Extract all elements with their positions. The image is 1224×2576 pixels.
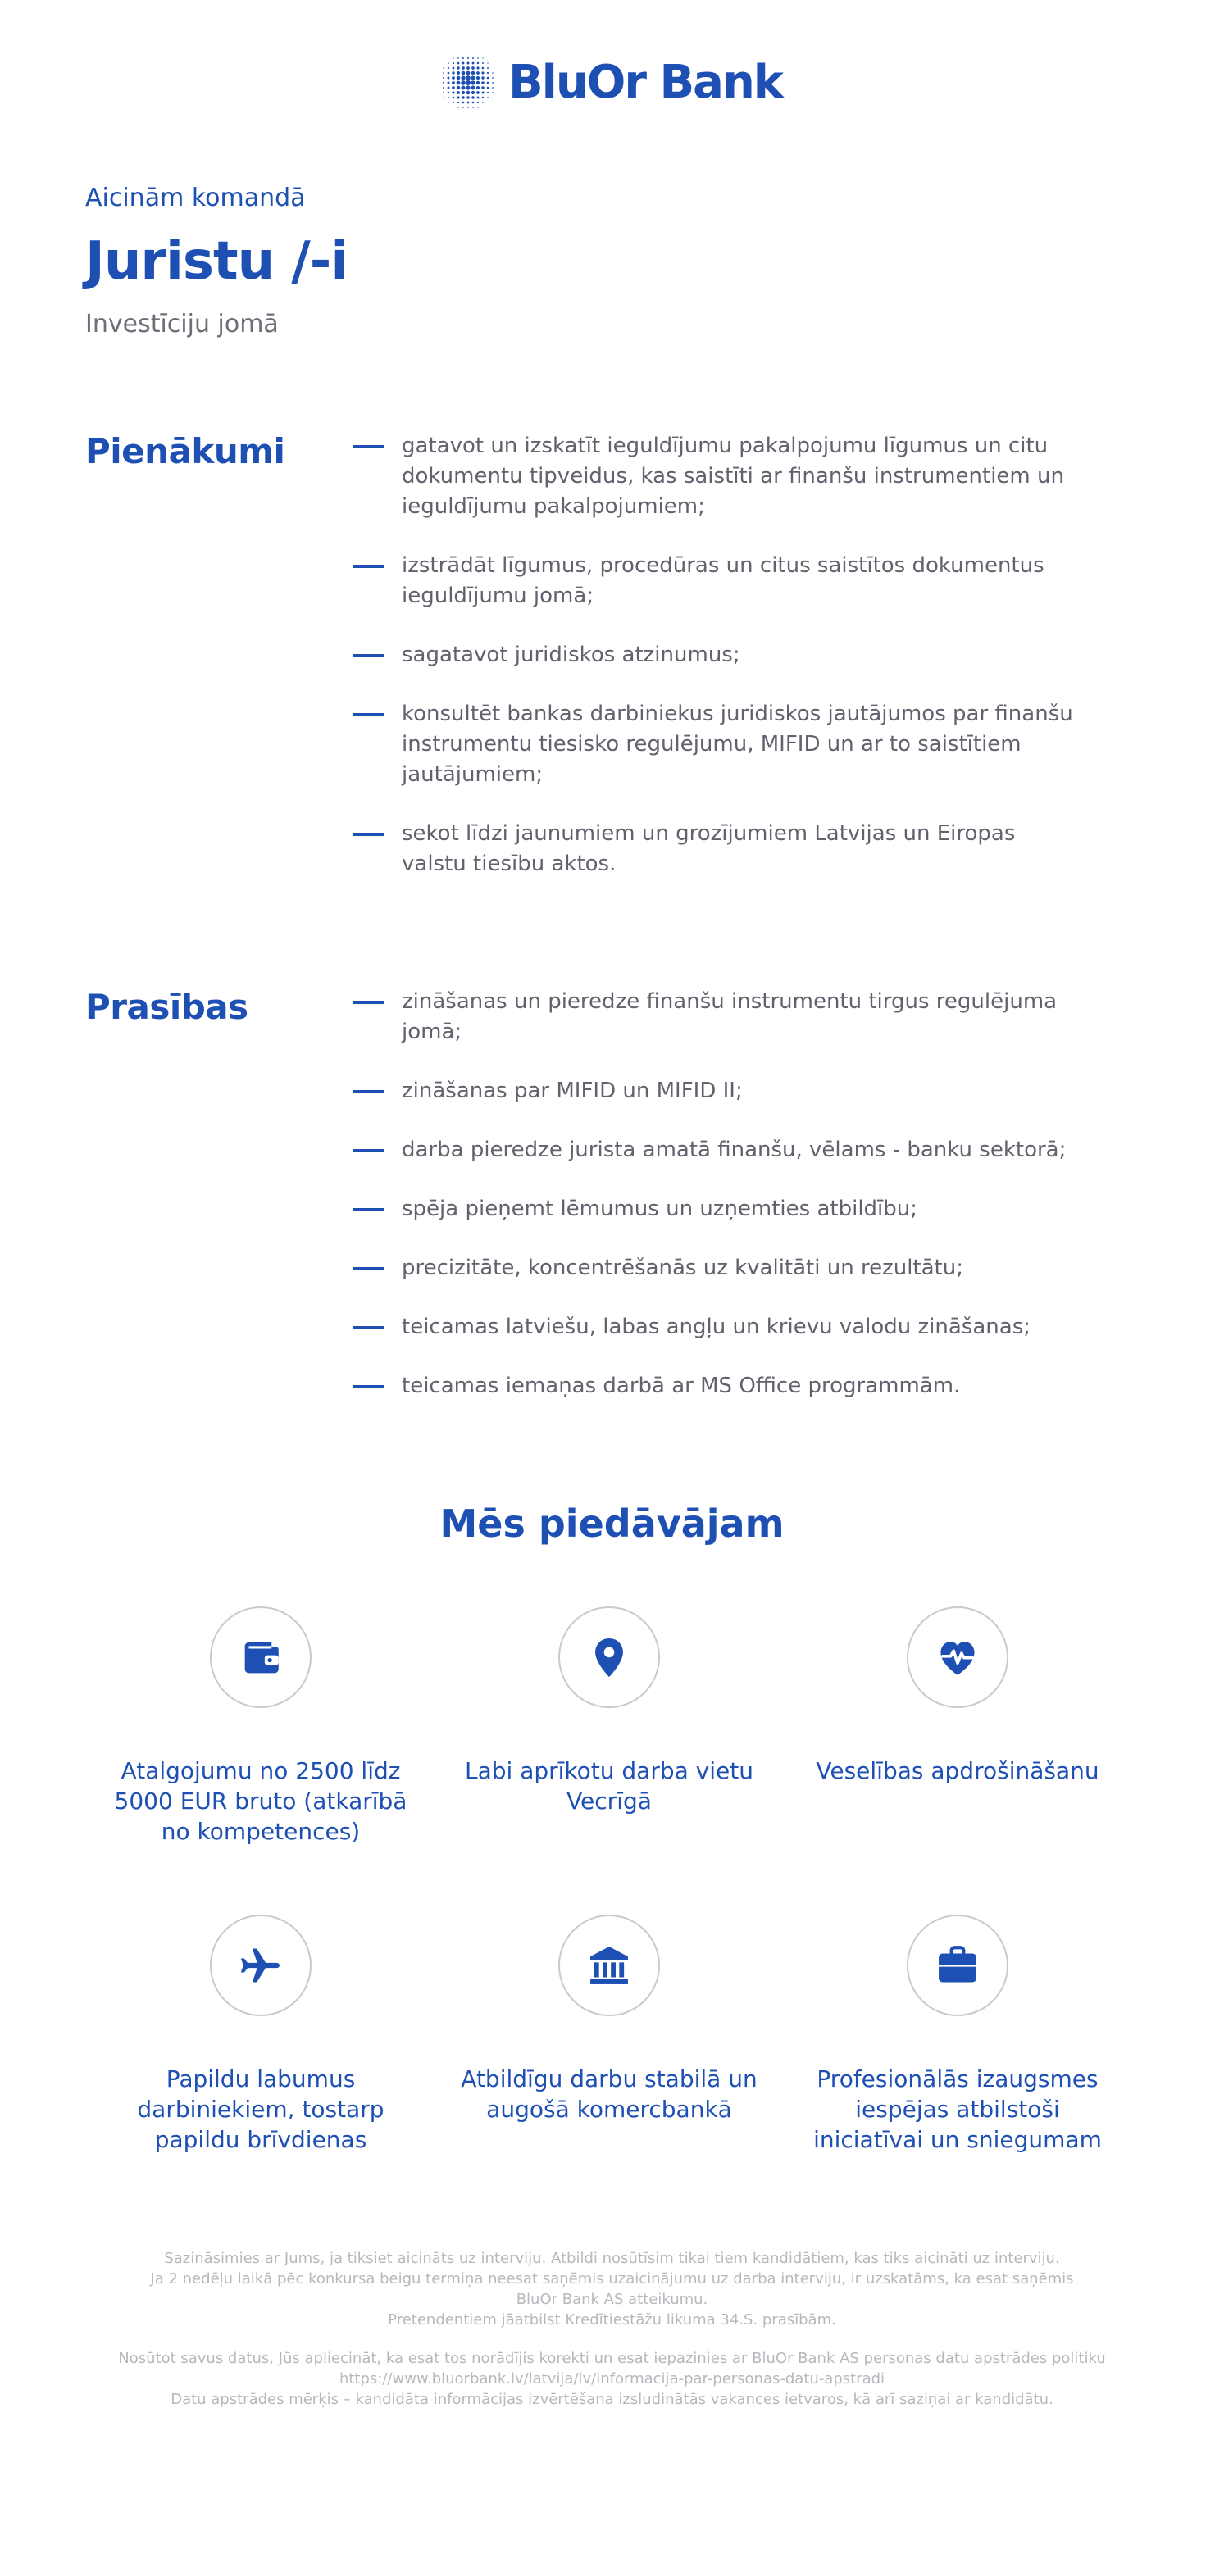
- offer-title: Mēs piedāvājam: [439, 1502, 785, 1546]
- list-item: gatavot un izskatīt ieguldījumu pakalpojumu līgumus un citu dokumentu tipveidus, kas saistīti ar finanšu instrumentiem un ieguldījumu pakalpojumiem;: [353, 431, 1074, 522]
- map-pin-icon: [585, 1633, 633, 1681]
- offer-label: Profesionālās izaugsmes iespējas atbilstoši iniciatīvai un sniegumam: [813, 2065, 1102, 2153]
- list-item: spēja pieņemt lēmumus un uzņemties atbildību;: [353, 1194, 1074, 1224]
- offer-item-benefits: [109, 1915, 412, 2155]
- dash-bullet: [353, 445, 384, 448]
- dash-bullet: [353, 565, 384, 568]
- footer-privacy: Nosūtot savus datus, Jūs apliecināt, ka esat tos norādījis korekti un esat iepazinies ar BluOr Bank AS personas datu apstrādes politiku https://www.bluorbank.lv/latvija/lv/informacija-par-personas-datu-apstradi Datu apstrādes mērķis – kandidāta informācijas izvērtēšana izsludinātās vakances ietvaros, kā arī saziņai ar kandidātu.: [74, 2348, 1150, 2410]
- brand-logo: [436, 49, 789, 115]
- offer-label: Atbildīgu darbu stabilā un augošā komercbankā: [461, 2065, 758, 2123]
- duties-section: [85, 431, 1151, 890]
- list-item: zināšanas par MIFID un MIFID II;: [353, 1076, 1074, 1106]
- requirements-list: [353, 987, 1074, 1430]
- dash-bullet: [353, 1326, 384, 1329]
- dash-bullet: [353, 1001, 384, 1004]
- dash-bullet: [353, 654, 384, 657]
- dash-bullet: [353, 833, 384, 836]
- briefcase-icon: [934, 1942, 981, 1989]
- list-item: zināšanas un pieredze finanšu instrumentu tirgus regulējuma jomā;: [353, 987, 1074, 1047]
- offer-label: Veselības apdrošināšanu: [816, 1757, 1099, 1784]
- dash-bullet: [353, 1385, 384, 1388]
- offer-label: Atalgojumu no 2500 līdz 5000 EUR bruto (atkarībā no kompetences): [114, 1757, 407, 1845]
- list-item: izstrādāt līgumus, procedūras un citus saistītos dokumentus ieguldījumu jomā;: [353, 551, 1074, 611]
- offer-label: Labi aprīkotu darba vietu Vecrīgā: [465, 1757, 753, 1815]
- dash-bullet: [353, 1090, 384, 1093]
- brand-name: BluOr Bank: [508, 55, 783, 109]
- heart-pulse-icon: [934, 1633, 981, 1681]
- airplane-icon: [237, 1942, 284, 1989]
- dash-bullet: [353, 1149, 384, 1152]
- offer-item-workplace: [457, 1606, 761, 1816]
- duties-title: Pienākumi: [85, 431, 285, 471]
- dotted-sphere-icon: [436, 51, 498, 113]
- duties-list: [353, 431, 1074, 908]
- list-item: konsultēt bankas darbiniekus juridiskos jautājumos par finanšu instrumentu tiesisko regulējumu, MIFID un ar to saistītiem jautājumiem;: [353, 699, 1074, 790]
- list-item: teicamas latviešu, labas angļu un krievu valodu zināšanas;: [353, 1312, 1074, 1343]
- dash-bullet: [353, 713, 384, 716]
- footer-notice: Sazināsimies ar Jums, ja tiksiet aicināts uz interviju. Atbildi nosūtīsim tikai tiem kandidātiem, kas tiks aicināti uz interviju. Ja 2 nedēļu laikā pēc konkursa beigu termiņa neesat saņēmis uzaicinājumu uz darba interviju, ir uzskatāms, ka esat saņēmis BluOr Bank AS atteikumu. Pretendentiem jāatbilst Kredītiestāžu likuma 34.S. prasībām.: [150, 2250, 1074, 2328]
- eyebrow-text: Aicinām komandā: [85, 184, 306, 212]
- list-item: teicamas iemaņas darbā ar MS Office programmām.: [353, 1371, 1074, 1402]
- dash-bullet: [353, 1267, 384, 1270]
- offer-item-insurance: [806, 1606, 1109, 1786]
- bank-building-icon: [585, 1942, 633, 1989]
- offer-item-stable-bank: [457, 1915, 761, 2124]
- offer-item-salary: [109, 1606, 412, 1847]
- privacy-policy-link[interactable]: https://www.bluorbank.lv/latvija/lv/informacija-par-personas-datu-apstradi: [339, 2370, 885, 2387]
- list-item: darba pieredze jurista amatā finanšu, vēlams - banku sektorā;: [353, 1135, 1074, 1165]
- list-item: sagatavot juridiskos atzinumus;: [353, 640, 1074, 670]
- wallet-icon: [237, 1633, 284, 1681]
- requirements-section: [85, 987, 1151, 1413]
- job-title: Juristu /-i: [85, 231, 348, 292]
- dash-bullet: [353, 1208, 384, 1211]
- list-item: precizitāte, koncentrēšanās uz kvalitāti un rezultātu;: [353, 1253, 1074, 1283]
- offer-label: Papildu labumus darbiniekiem, tostarp papildu brīvdienas: [137, 2065, 384, 2153]
- job-subtitle: Investīciju jomā: [85, 310, 279, 338]
- requirements-title: Prasības: [85, 987, 248, 1027]
- offer-item-growth: [806, 1915, 1109, 2155]
- list-item: sekot līdzi jaunumiem un grozījumiem Latvijas un Eiropas valstu tiesību aktos.: [353, 819, 1074, 879]
